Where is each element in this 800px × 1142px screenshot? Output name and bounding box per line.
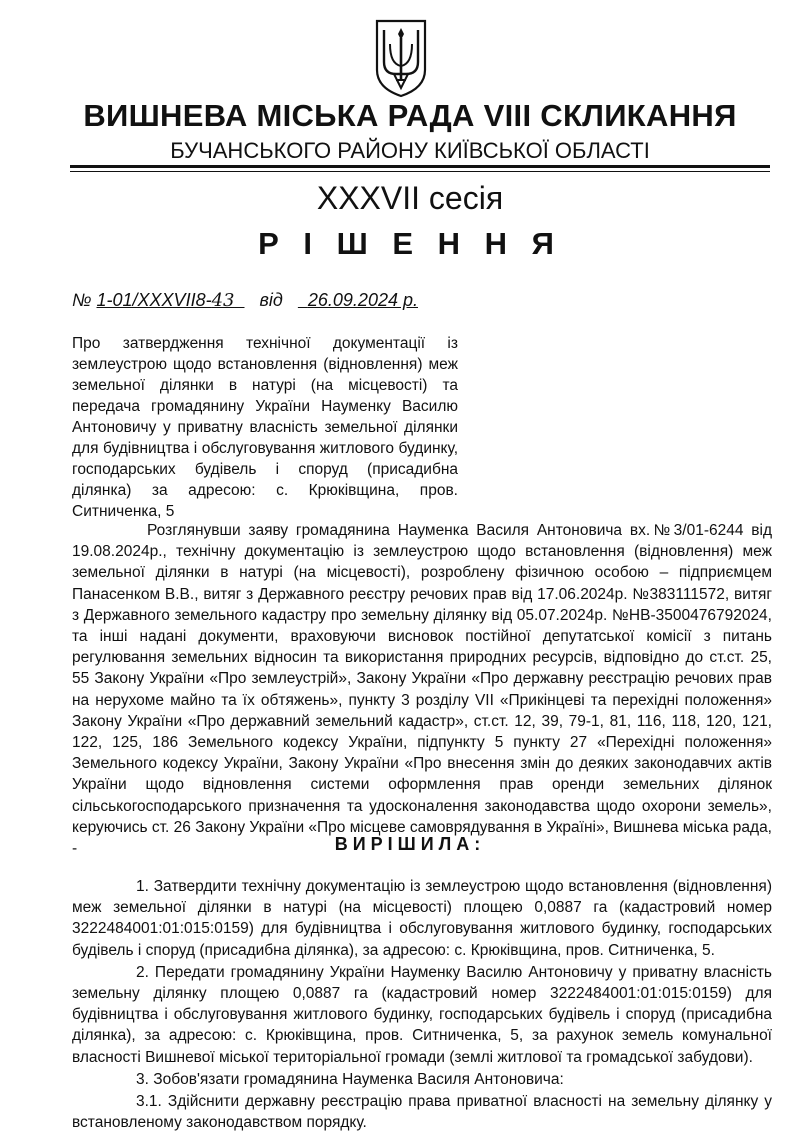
- decision-item-1: 1. Затвердити технічну документацію із землеустрою щодо встановлення (відновлення) меж земельної ділянки в натурі (на місцевості) площею 0,0887 га (кадастровий номер 3222484001:01:015:0159) для будівництва і обслуговування житлового будинку, господарських будівель і споруд (присадибна ділянка), за адресою: с. Крюківщина, пров. Ситниченка, 5.: [72, 878, 772, 959]
- session-title: XXXVII сесія: [316, 180, 504, 216]
- decision-items: [72, 876, 772, 1134]
- date-label: від: [259, 290, 283, 310]
- decision-item-3: 3. Зобов'язати громадянина Науменка Василя Антоновича:: [136, 1070, 564, 1088]
- document-type: Р І Ш Е Н Н Я: [258, 226, 562, 261]
- decision-item-3-1: 3.1. Здійснити державну реєстрацію права приватної власності на земельну ділянку у встановленому законодавством порядку.: [72, 1093, 772, 1132]
- number-label: №: [72, 290, 92, 310]
- decision-subject: Про затвердження технічної документації із землеустрою щодо встановлення (відновлення) меж земельної ділянки в натурі (на місцевості) та передача громадянину України Науменку Василю Антоновичу у приватну власність земельної ділянки для будівництва і обслуговування житлового будинку, господарських будівель і споруд (присадибна ділянка) за адресою: с. Крюківщина, пров. Ситниченка, 5: [72, 335, 458, 520]
- decision-date: 26.09.2024 р.: [307, 290, 418, 310]
- council-title: ВИШНЕВА МІСЬКА РАДА VIII СКЛИКАННЯ: [83, 98, 737, 133]
- preamble-paragraph: Розглянувши заяву громадянина Науменка Василя Антоновича вх.№3/01-6244 від 19.08.2024р., технічну документацію із землеустрою щодо встановлення (відновлення) меж земельної ділянки в натурі (на місцевості), розроблену фізичною особою – підприємцем Панасенком В.В., витяг з Державного реєстру речових прав від 17.06.2024р. №383111572, витяг з Державного земельного кадастру про земельну ділянку від 05.07.2024р. №НВ-3500476792024, та інші надані документи, враховуючи висновок постійної депутатської комісії з питань регулювання земельних відносин та використання природних ресурсів, відповідно до ст.ст. 25, 55 Закону України «Про землеустрій», Закону України «Про державну реєстрацію речових прав на нерухоме майно та їх обтяжень», пункту 3 розділу VII «Прикінцеві та перехідні положення» Закону України «Про державний земельний кадастр», ст.ст. 12, 39, 79-1, 81, 116, 118, 120, 121, 122, 125, 186 Земельного кодексу України, підпункту 5 пункту 27 «Перехідні положення» Земельного кодексу України, Закону України «Про внесення змін до деяких законодавчих актів України щодо відновлення системи оформлення прав оренди земельних ділянок сільськогосподарського призначення та удосконалення законодавства щодо охорони земель», керуючись ст. 26 Закону України «Про місцеве самоврядування в Україні», Вишнева міська рада, -: [72, 522, 772, 858]
- header-rule-thick: [70, 165, 770, 168]
- trident-coat-of-arms-icon: [374, 18, 428, 98]
- decision-number-line: [72, 290, 418, 311]
- decision-item-2: 2. Передати громадянину України Науменку Василю Антоновичу у приватну власність земельну ділянку площею 0,0887 га (кадастровий номер 3222484001:01:015:0159) для будівництва і обслуговування житлового будинку, господарських будівель і споруд (присадибна ділянка), за адресою: с. Крюківщина, пров. Ситниченка, 5, за рахунок земель комунальної власності Вишневої міської територіальної громади (землі житлової та громадської забудови).: [72, 963, 772, 1066]
- decision-number: 1-01/XXXVII8-43: [96, 290, 235, 311]
- council-region: БУЧАНСЬКОГО РАЙОНУ КИЇВСЬКОЇ ОБЛАСТІ: [170, 138, 650, 163]
- handwritten-number: 43: [211, 290, 235, 311]
- decided-heading: ВИРІШИЛА:: [334, 834, 486, 854]
- header-rule-thin: [70, 171, 770, 172]
